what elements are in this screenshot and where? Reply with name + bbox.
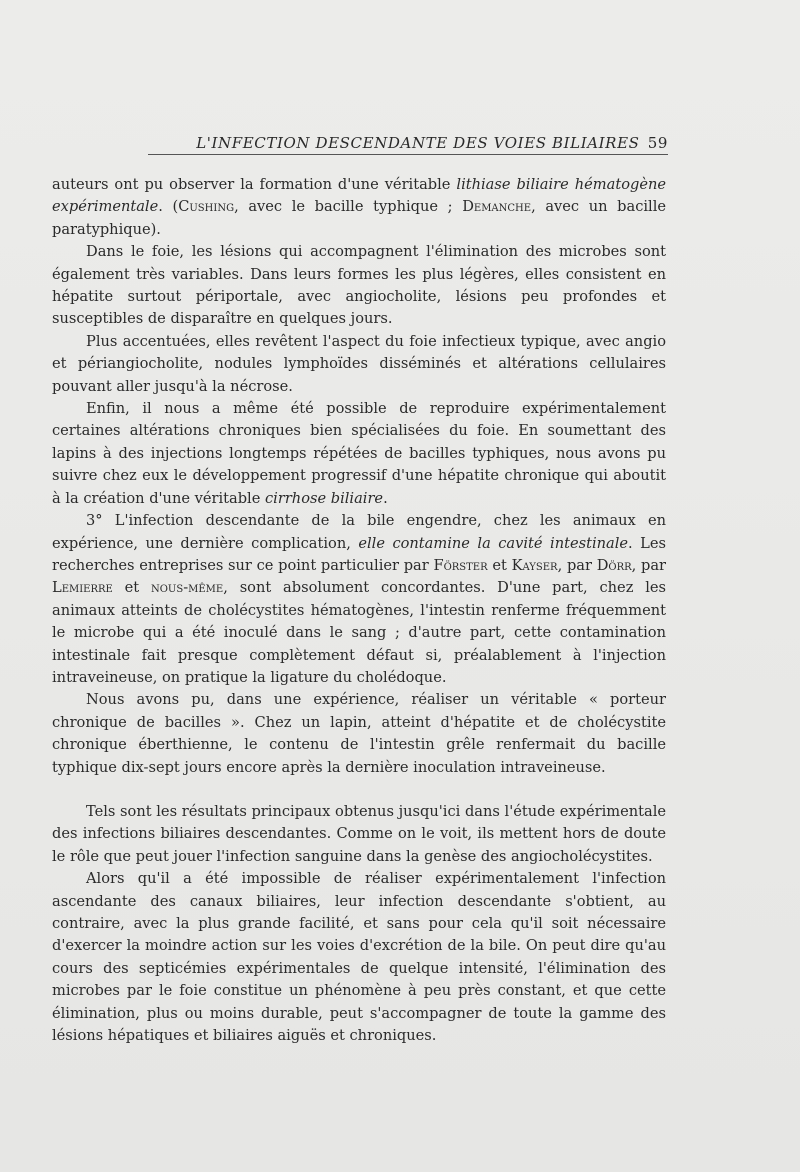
paragraph-5: 3° L'infection descendante de la bile engendre, chez les animaux en expérience, une dernière complication, elle contamine la cavité intestinale. Les recherches entreprises sur ce point particulier par Förster et Kayser, par Dörr, par Lemierre et nous-même, sont absolument concordantes. D'une part, chez les animaux atteints de cholécystites hématogènes, l'intestin renferme fréquemment le microbe qui a été inoculé dans le sang ; d'autre part, cette contamination intestinale fait presque complètement défaut si, préalablement à l'injection intraveineuse, on pratique la ligature du cholédoque.	[52, 512, 667, 686]
paragraph-4: Enfin, il nous a même été possible de reproduire expérimentalement certaines altérations chroniques bien spécialisées du foie. En soumettant des lapins à des injections longtemps répétées de bacilles typhiques, nous avons pu suivre chez eux le développement progressif d'une hépatite chronique qui aboutit à la création d'une véritable cirrhose biliaire.	[52, 400, 666, 507]
author-name: Lemierre	[52, 579, 113, 597]
paragraph-3: Plus accentuées, elles revêtent l'aspect du foie infectieux typique, avec angio et périangiocholite, nodules lymphoïdes disséminés et altérations cellulaires pouvant aller jusqu'à la nécrose.	[52, 332, 666, 395]
page-number: 59	[647, 134, 668, 152]
emphasis-lithiase: lithiase biliaire hématogène expérimentale	[52, 176, 666, 216]
author-name: Demanche	[462, 198, 532, 216]
emphasis-cirrhose: cirrhose biliaire	[265, 489, 384, 507]
paragraph-1: auteurs ont pu observer la formation d'une véritable lithiase biliaire hématogène expérimentale. (Cushing, avec le bacille typhique ; Demanche, avec un bacille paratyphique).	[52, 176, 666, 238]
running-header	[148, 130, 668, 155]
paragraph-8: Alors qu'il a été impossible de réaliser expérimentalement l'infection ascendante des canaux biliaires, leur infection descendante s'obtient, au contraire, avec la plus grande facilité, et sans pour cela qu'il soit nécessaire d'exercer la moindre action sur les voies d'excrétion de la bile. On peut dire qu'au cours des septicémies expérimentales de quelque intensité, l'élimination des microbes par le foie constitue un phénomène à peu près constant, et que cette élimination, plus ou moins durable, peut s'accompagner de toute la gamme des lésions hépatiques et biliaires aiguës et chroniques.	[52, 870, 666, 1045]
author-name: nous-même	[150, 579, 224, 597]
author-name: Cushing	[178, 198, 235, 216]
author-name: Kayser	[511, 556, 558, 574]
paragraph-6: Nous avons pu, dans une expérience, réaliser un véritable « porteur chronique de bacilles ». Chez un lapin, atteint d'hépatite et de cholécystite chronique éberthienne, le contenu de l'intestin grêle renfermait du bacille typhique dix-sept jours encore après la dernière inoculation intraveineuse.	[52, 691, 666, 776]
emphasis-cavite: elle contamine la cavité intestinale	[358, 534, 629, 552]
running-title: L'INFECTION DESCENDANTE DES VOIES BILIAIRES	[196, 134, 640, 152]
author-name: Dörr	[596, 556, 632, 574]
paragraph-7: Tels sont les résultats principaux obtenus jusqu'ici dans l'étude expérimentale des infections biliaires descendantes. Comme on le voit, ils mettent hors de doute le rôle que peut jouer l'infection sanguine dans la genèse des angiocholécystites.	[52, 802, 666, 865]
body-text	[52, 174, 666, 1047]
author-name: Förster	[433, 556, 488, 574]
paragraph-2: Dans le foie, les lésions qui accompagnent l'élimination des microbes sont également très variables. Dans leurs formes les plus légères, elles consistent en hépatite surtout périportale, avec angiocholite, lésions peu profondes et susceptibles de disparaître en quelques jours.	[52, 243, 666, 328]
